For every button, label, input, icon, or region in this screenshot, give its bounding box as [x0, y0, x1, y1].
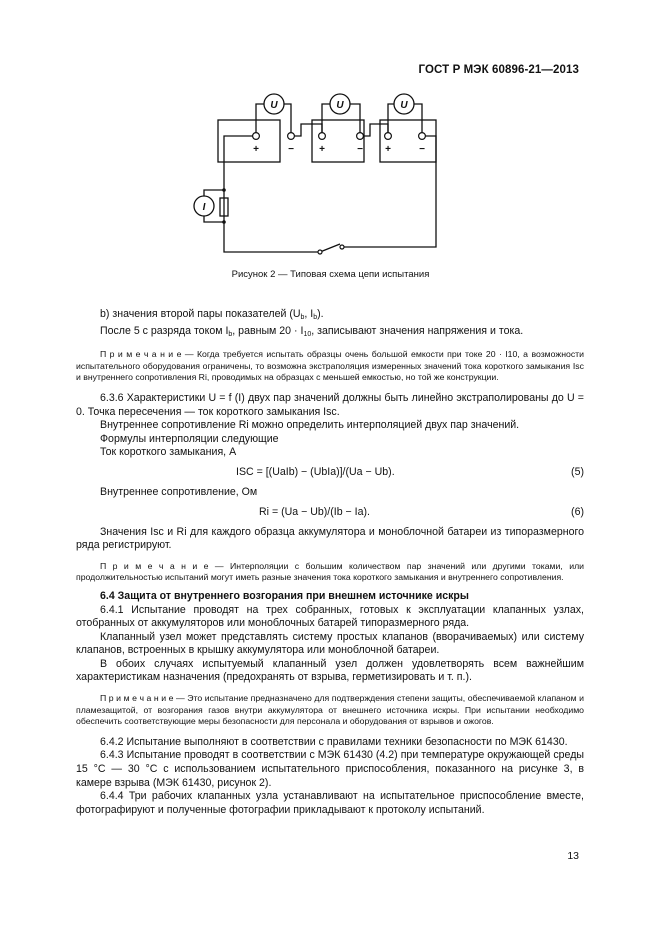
formula-5-number: (5): [571, 465, 584, 478]
paragraph-resistance-ohm: Внутреннее сопротивление, Ом: [100, 485, 258, 498]
section-6-4-4: 6.4.4 Три рабочих клапанных узла устанавливают на испытательное приспособление вместе, фотографируют и полученные фотографии прикладывают к протоколу испытаний.: [76, 790, 584, 816]
note-3: П р и м е ч а н и е — Это испытание предназначено для подтверждения степени защиты, обеспечиваемой клапаном и пламезащитой, от возгорания газов внутри аккумулятора от внешнего источника искры. При испытании необходимо обеспечить соответствующие меры безопасности для персонала и оборудования от взрывов и ожогов.: [76, 693, 584, 727]
paragraph-valve-unit: Клапанный узел может представлять систему простых клапанов (вворачиваемых) или систему клапанов, встроенных в крышку аккумулятора или моноблочной батареи.: [76, 630, 584, 657]
note-2: П р и м е ч а н и е — Интерполяции с большим количеством пар значений или другими токами, или продолжительностью испытаний могут иметь разные значения тока короткого замыкания и внутреннего сопротивления.: [76, 560, 584, 583]
formula-6-number: (6): [571, 505, 584, 518]
section-6-4-1: 6.4.1 Испытание проводят на трех собранных, готовых к эксплуатации клапанных узлах, отобранных от аккумуляторов или моноблочных батарей типоразмерного ряда.: [76, 603, 584, 630]
voltmeter-3-label: U: [400, 100, 408, 111]
minus-sign-2: −: [357, 144, 363, 155]
plus-sign-1: +: [253, 144, 259, 155]
formula-5: [76, 466, 584, 480]
section-6-4-heading: 6.4 Защита от внутреннего возгорания при внешнем источнике искры: [100, 589, 469, 602]
standard-header: ГОСТ Р МЭК 60896-21—2013: [418, 64, 579, 76]
page-number: 13: [567, 850, 579, 862]
formula-6-text: Ri = (Ua − Ub)/(Ib − Ia).: [259, 505, 370, 518]
paragraph-both-cases: В обоих случаях испытуемый клапанный узел должен удовлетворять всем важнейшим характеристикам назначения (предохранять от взрыва, герметизировать и т. п.).: [76, 657, 584, 684]
section-6-3-6: 6.3.6 Характеристики U = f (I) двух пар значений должны быть линейно экстраполированы до U = 0. Точка пересечения — ток короткого замыкания Isc.: [76, 391, 584, 418]
minus-sign-1: −: [288, 144, 294, 155]
battery-cell-2: [312, 120, 364, 162]
body-text: [76, 308, 584, 817]
section-6-4-3: 6.4.3 Испытание проводят в соответствии с МЭК 61430 (4.2) при температуре окружающей среды 15 °С — 30 °С с использованием испытательного приспособления, показанного на рисунке 3, в камере взрыва (МЭК 61430, рисунок 2).: [76, 749, 584, 789]
voltmeter-2-label: U: [336, 100, 344, 111]
formula-6: [76, 506, 584, 520]
plus-sign-2: +: [319, 144, 325, 155]
battery-cell-1: [218, 120, 280, 162]
ammeter-label: I: [202, 202, 206, 213]
paragraph-internal-resistance: Внутреннее сопротивление Ri можно определить интерполяцией двух пар значений.: [100, 419, 520, 432]
plus-sign-3: +: [385, 144, 391, 155]
paragraph-5s: После 5 с разряда током $I_b$, равным $20 \cdot I_{10}$, записывают значения напряжения и тока.: [100, 324, 524, 338]
paragraph-formulas: Формулы интерполяции следующие: [100, 432, 279, 445]
test-circuit-diagram: [170, 84, 470, 264]
note-1: П р и м е ч а н и е — Когда требуется испытать образцы очень большой емкости при токе 20 · I10, а возможности испытательного оборудования ограничены, то возможна экстраполяция измеренных значений тока короткого замыкания Isc и внутреннего сопротивления Ri, проводимых на образцах с меньшей емкостью, но той же конструкции.: [76, 349, 584, 383]
formula-5-text: ISC = [(UaIb) − (UbIa)]/(Ua − Ub).: [236, 465, 395, 478]
paragraph-b: b) значения второй пары показателей ($U_b$, $I_b$).: [100, 308, 324, 321]
voltmeter-1-label: U: [270, 100, 278, 111]
paragraph-values: Значения Isc и Ri для каждого образца аккумулятора и моноблочной батареи из типоразмерного ряда регистрируют.: [76, 525, 584, 552]
paragraph-short-circuit: Ток короткого замыкания, А: [100, 446, 237, 459]
figure-caption: Рисунок 2 — Типовая схема цепи испытания: [231, 269, 430, 280]
section-6-4-2: 6.4.2 Испытание выполняют в соответствии с правилами техники безопасности по МЭК 61430.: [100, 735, 568, 748]
minus-sign-3: −: [419, 144, 425, 155]
